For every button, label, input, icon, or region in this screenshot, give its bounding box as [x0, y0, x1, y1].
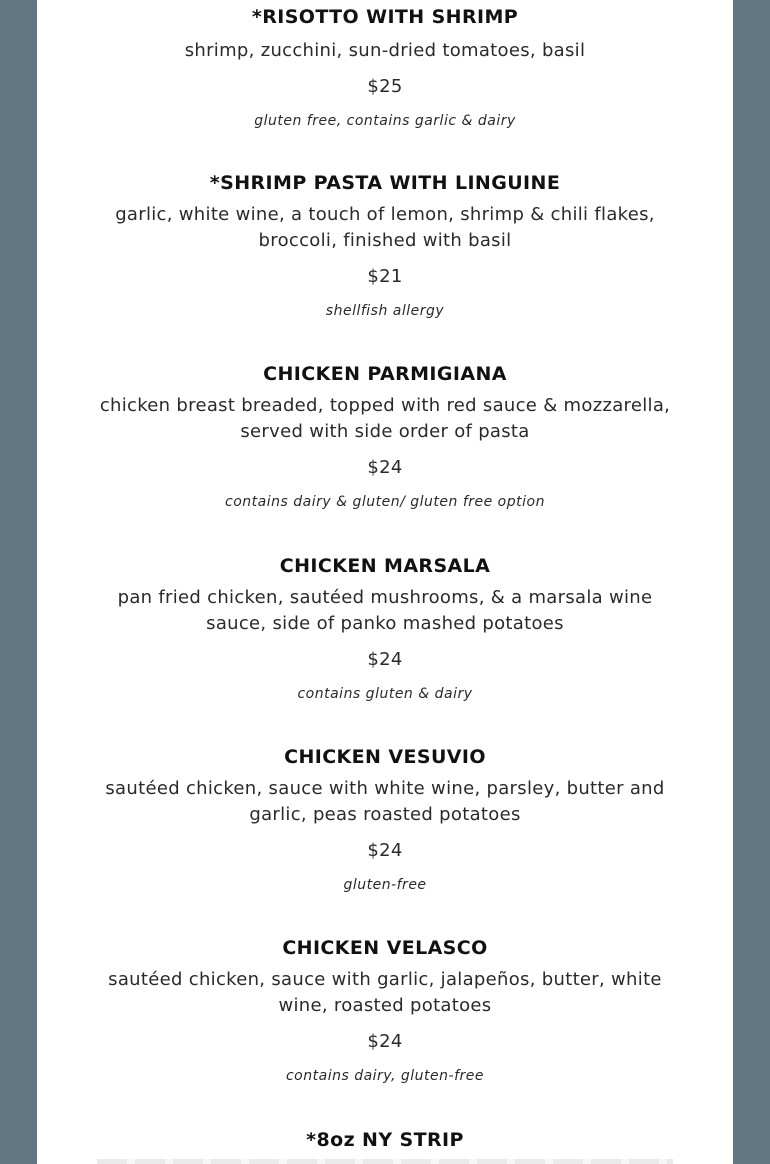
- item-note: gluten-free: [343, 877, 427, 893]
- item-note: contains dairy, gluten-free: [285, 1068, 484, 1084]
- menu-item: [37, 554, 733, 703]
- item-name: *SHRIMP PASTA WITH LINGUINE: [209, 172, 561, 194]
- menu-item: [37, 362, 733, 511]
- item-description: sautéed chicken, sauce with white wine, parsley, butter and garlic, peas roasted potatoes: [105, 778, 665, 825]
- item-description: shrimp, zucchini, sun-dried tomatoes, basil: [184, 40, 586, 61]
- menu-item: [37, 936, 733, 1085]
- item-name: *8oz NY STRIP: [306, 1129, 464, 1151]
- item-note: contains dairy & gluten/ gluten free option: [225, 494, 545, 510]
- item-price: $25: [367, 76, 403, 97]
- menu-item: [37, 171, 733, 320]
- item-description: sautéed chicken, sauce with garlic, jalapeños, butter, white wine, roasted potatoes: [108, 969, 662, 1016]
- item-description: garlic, white wine, a touch of lemon, shrimp & chili flakes, broccoli, finished with basil: [115, 204, 655, 251]
- item-note: shellfish allergy: [325, 303, 445, 319]
- item-price: $24: [367, 457, 403, 478]
- menu-item: [37, 1128, 733, 1152]
- menu-page: [37, 0, 733, 1164]
- item-price: $21: [367, 266, 403, 287]
- item-note: gluten free, contains garlic & dairy: [254, 113, 516, 129]
- item-name: CHICKEN MARSALA: [279, 555, 491, 577]
- item-price: $24: [367, 1031, 403, 1052]
- item-description: chicken breast breaded, topped with red sauce & mozzarella, served with side order of pasta: [99, 395, 671, 442]
- item-price: $24: [367, 840, 403, 861]
- item-name: CHICKEN VELASCO: [282, 937, 488, 959]
- item-name: CHICKEN PARMIGIANA: [263, 363, 507, 385]
- item-name: CHICKEN VESUVIO: [284, 746, 486, 768]
- menu-item: [37, 745, 733, 894]
- item-name: *RISOTTO WITH SHRIMP: [251, 6, 519, 28]
- cut-off-description: [97, 1159, 673, 1164]
- item-note: contains gluten & dairy: [297, 686, 473, 702]
- item-price: $24: [367, 649, 403, 670]
- menu-item: [37, 5, 733, 130]
- item-description: pan fried chicken, sautéed mushrooms, & a marsala wine sauce, side of panko mashed potatoes: [117, 587, 653, 634]
